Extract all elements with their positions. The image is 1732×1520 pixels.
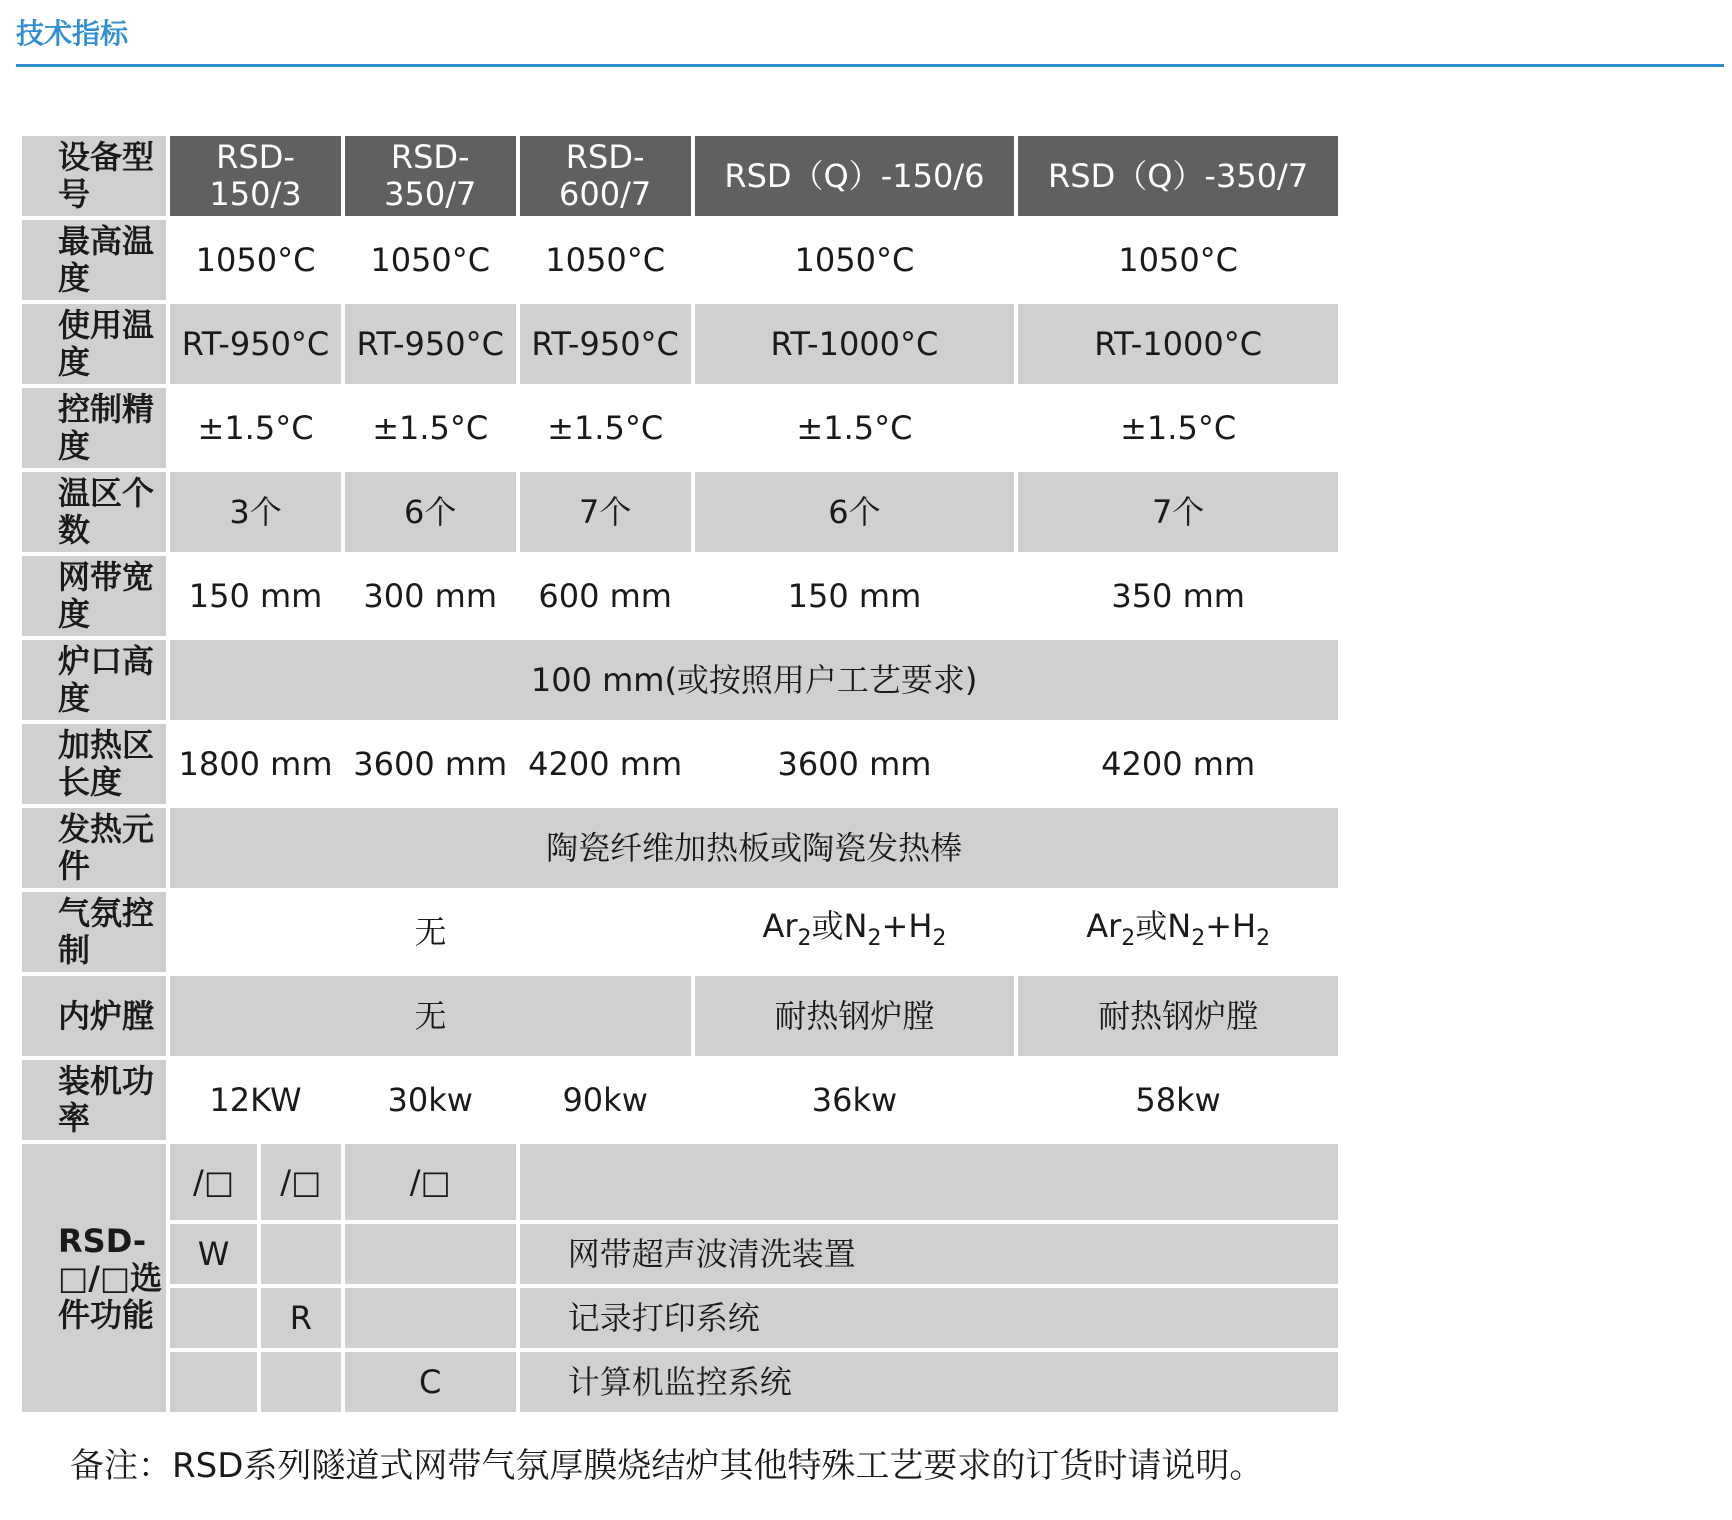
heating-element-row bbox=[22, 808, 1338, 888]
table-cell: RT-950°C bbox=[345, 304, 516, 384]
option-code: W bbox=[170, 1224, 257, 1284]
table-cell: RT-950°C bbox=[170, 304, 340, 384]
gas-formula: $Ar_2$或$N_2+H_2$ bbox=[1018, 892, 1338, 972]
table-cell: 无 bbox=[170, 976, 690, 1056]
row-label-zones: 温区个数 bbox=[22, 472, 166, 552]
option-description: 网带超声波清洗装置 bbox=[520, 1224, 1338, 1284]
table-cell: 3600 mm bbox=[345, 724, 516, 804]
options-row bbox=[22, 1224, 1338, 1284]
option-code-box: /□ bbox=[170, 1144, 257, 1220]
inner-chamber-row bbox=[22, 976, 1338, 1056]
table-cell: 3个 bbox=[170, 472, 340, 552]
table-cell: 耐热钢炉膛 bbox=[1018, 976, 1338, 1056]
option-desc-header bbox=[520, 1144, 1338, 1220]
table-cell: 1050°C bbox=[695, 220, 1015, 300]
footnote: 备注：RSD系列隧道式网带气氛厚膜烧结炉其他特殊工艺要求的订货时请说明。 bbox=[70, 1446, 1264, 1486]
row-label-max-temp: 最高温度 bbox=[22, 220, 166, 300]
option-code bbox=[261, 1352, 341, 1412]
table-cell: ±1.5°C bbox=[170, 388, 340, 468]
table-cell: 300 mm bbox=[345, 556, 516, 636]
option-code: C bbox=[345, 1352, 516, 1412]
option-description: 计算机监控系统 bbox=[520, 1352, 1338, 1412]
heating-length-row bbox=[22, 724, 1338, 804]
table-cell: 1050°C bbox=[1018, 220, 1338, 300]
option-code bbox=[345, 1288, 516, 1348]
row-label-atmosphere: 气氛控制 bbox=[22, 892, 166, 972]
option-code bbox=[345, 1224, 516, 1284]
row-label-heating-element: 发热元件 bbox=[22, 808, 166, 888]
table-cell: 350 mm bbox=[1018, 556, 1338, 636]
options-row bbox=[22, 1288, 1338, 1348]
table-cell: 1050°C bbox=[170, 220, 340, 300]
table-cell: 150 mm bbox=[170, 556, 340, 636]
table-cell: 7个 bbox=[1018, 472, 1338, 552]
spec-table bbox=[18, 132, 1342, 1416]
zones-row bbox=[22, 472, 1338, 552]
row-label-inner-chamber: 内炉膛 bbox=[22, 976, 166, 1056]
belt-width-row bbox=[22, 556, 1338, 636]
row-label-options: RSD-□/□选件功能 bbox=[22, 1144, 166, 1412]
row-label-mouth-height: 炉口高度 bbox=[22, 640, 166, 720]
table-cell: 100 mm(或按照用户工艺要求) bbox=[170, 640, 1338, 720]
model-header-5: RSD（Q）-350/7 bbox=[1018, 136, 1338, 216]
table-cell: RT-1000°C bbox=[1018, 304, 1338, 384]
table-cell: 30kw bbox=[345, 1060, 516, 1140]
row-label-heating-length: 加热区长度 bbox=[22, 724, 166, 804]
option-description: 记录打印系统 bbox=[520, 1288, 1338, 1348]
options-row bbox=[22, 1144, 1338, 1220]
table-cell: ±1.5°C bbox=[345, 388, 516, 468]
header-row bbox=[22, 136, 1338, 216]
table-cell: 4200 mm bbox=[520, 724, 691, 804]
option-code-box: /□ bbox=[345, 1144, 516, 1220]
option-code bbox=[170, 1352, 257, 1412]
row-label-power: 装机功率 bbox=[22, 1060, 166, 1140]
table-cell: 12KW bbox=[170, 1060, 340, 1140]
table-cell: 6个 bbox=[695, 472, 1015, 552]
model-header-3: RSD-600/7 bbox=[520, 136, 691, 216]
table-cell: 4200 mm bbox=[1018, 724, 1338, 804]
option-code bbox=[261, 1224, 341, 1284]
option-code: R bbox=[261, 1288, 341, 1348]
table-cell: ±1.5°C bbox=[520, 388, 691, 468]
table-cell: 1050°C bbox=[345, 220, 516, 300]
option-code-box: /□ bbox=[261, 1144, 341, 1220]
option-code bbox=[170, 1288, 257, 1348]
max-temp-row bbox=[22, 220, 1338, 300]
gas-formula: $Ar_2$或$N_2+H_2$ bbox=[695, 892, 1015, 972]
table-cell: 90kw bbox=[520, 1060, 691, 1140]
model-header-2: RSD-350/7 bbox=[345, 136, 516, 216]
table-cell: 58kw bbox=[1018, 1060, 1338, 1140]
row-label-model: 设备型号 bbox=[22, 136, 166, 216]
table-cell: 陶瓷纤维加热板或陶瓷发热棒 bbox=[170, 808, 1338, 888]
table-cell: 7个 bbox=[520, 472, 691, 552]
table-cell: 1800 mm bbox=[170, 724, 340, 804]
table-cell: 1050°C bbox=[520, 220, 691, 300]
use-temp-row bbox=[22, 304, 1338, 384]
table-cell: ±1.5°C bbox=[695, 388, 1015, 468]
table-cell: 3600 mm bbox=[695, 724, 1015, 804]
title-divider bbox=[16, 64, 1724, 67]
row-label-belt-width: 网带宽度 bbox=[22, 556, 166, 636]
table-cell: 耐热钢炉膛 bbox=[695, 976, 1015, 1056]
options-row bbox=[22, 1352, 1338, 1412]
table-cell: RT-1000°C bbox=[695, 304, 1015, 384]
table-cell: ±1.5°C bbox=[1018, 388, 1338, 468]
table-cell: 600 mm bbox=[520, 556, 691, 636]
model-header-4: RSD（Q）-150/6 bbox=[695, 136, 1015, 216]
row-label-use-temp: 使用温度 bbox=[22, 304, 166, 384]
power-row bbox=[22, 1060, 1338, 1140]
table-cell: 36kw bbox=[695, 1060, 1015, 1140]
atmosphere-row bbox=[22, 892, 1338, 972]
row-label-precision: 控制精度 bbox=[22, 388, 166, 468]
mouth-height-row bbox=[22, 640, 1338, 720]
precision-row bbox=[22, 388, 1338, 468]
table-cell: 无 bbox=[170, 892, 690, 972]
section-title: 技术指标 bbox=[16, 17, 129, 50]
table-cell: RT-950°C bbox=[520, 304, 691, 384]
model-header-1: RSD-150/3 bbox=[170, 136, 340, 216]
table-cell: 6个 bbox=[345, 472, 516, 552]
table-cell: 150 mm bbox=[695, 556, 1015, 636]
